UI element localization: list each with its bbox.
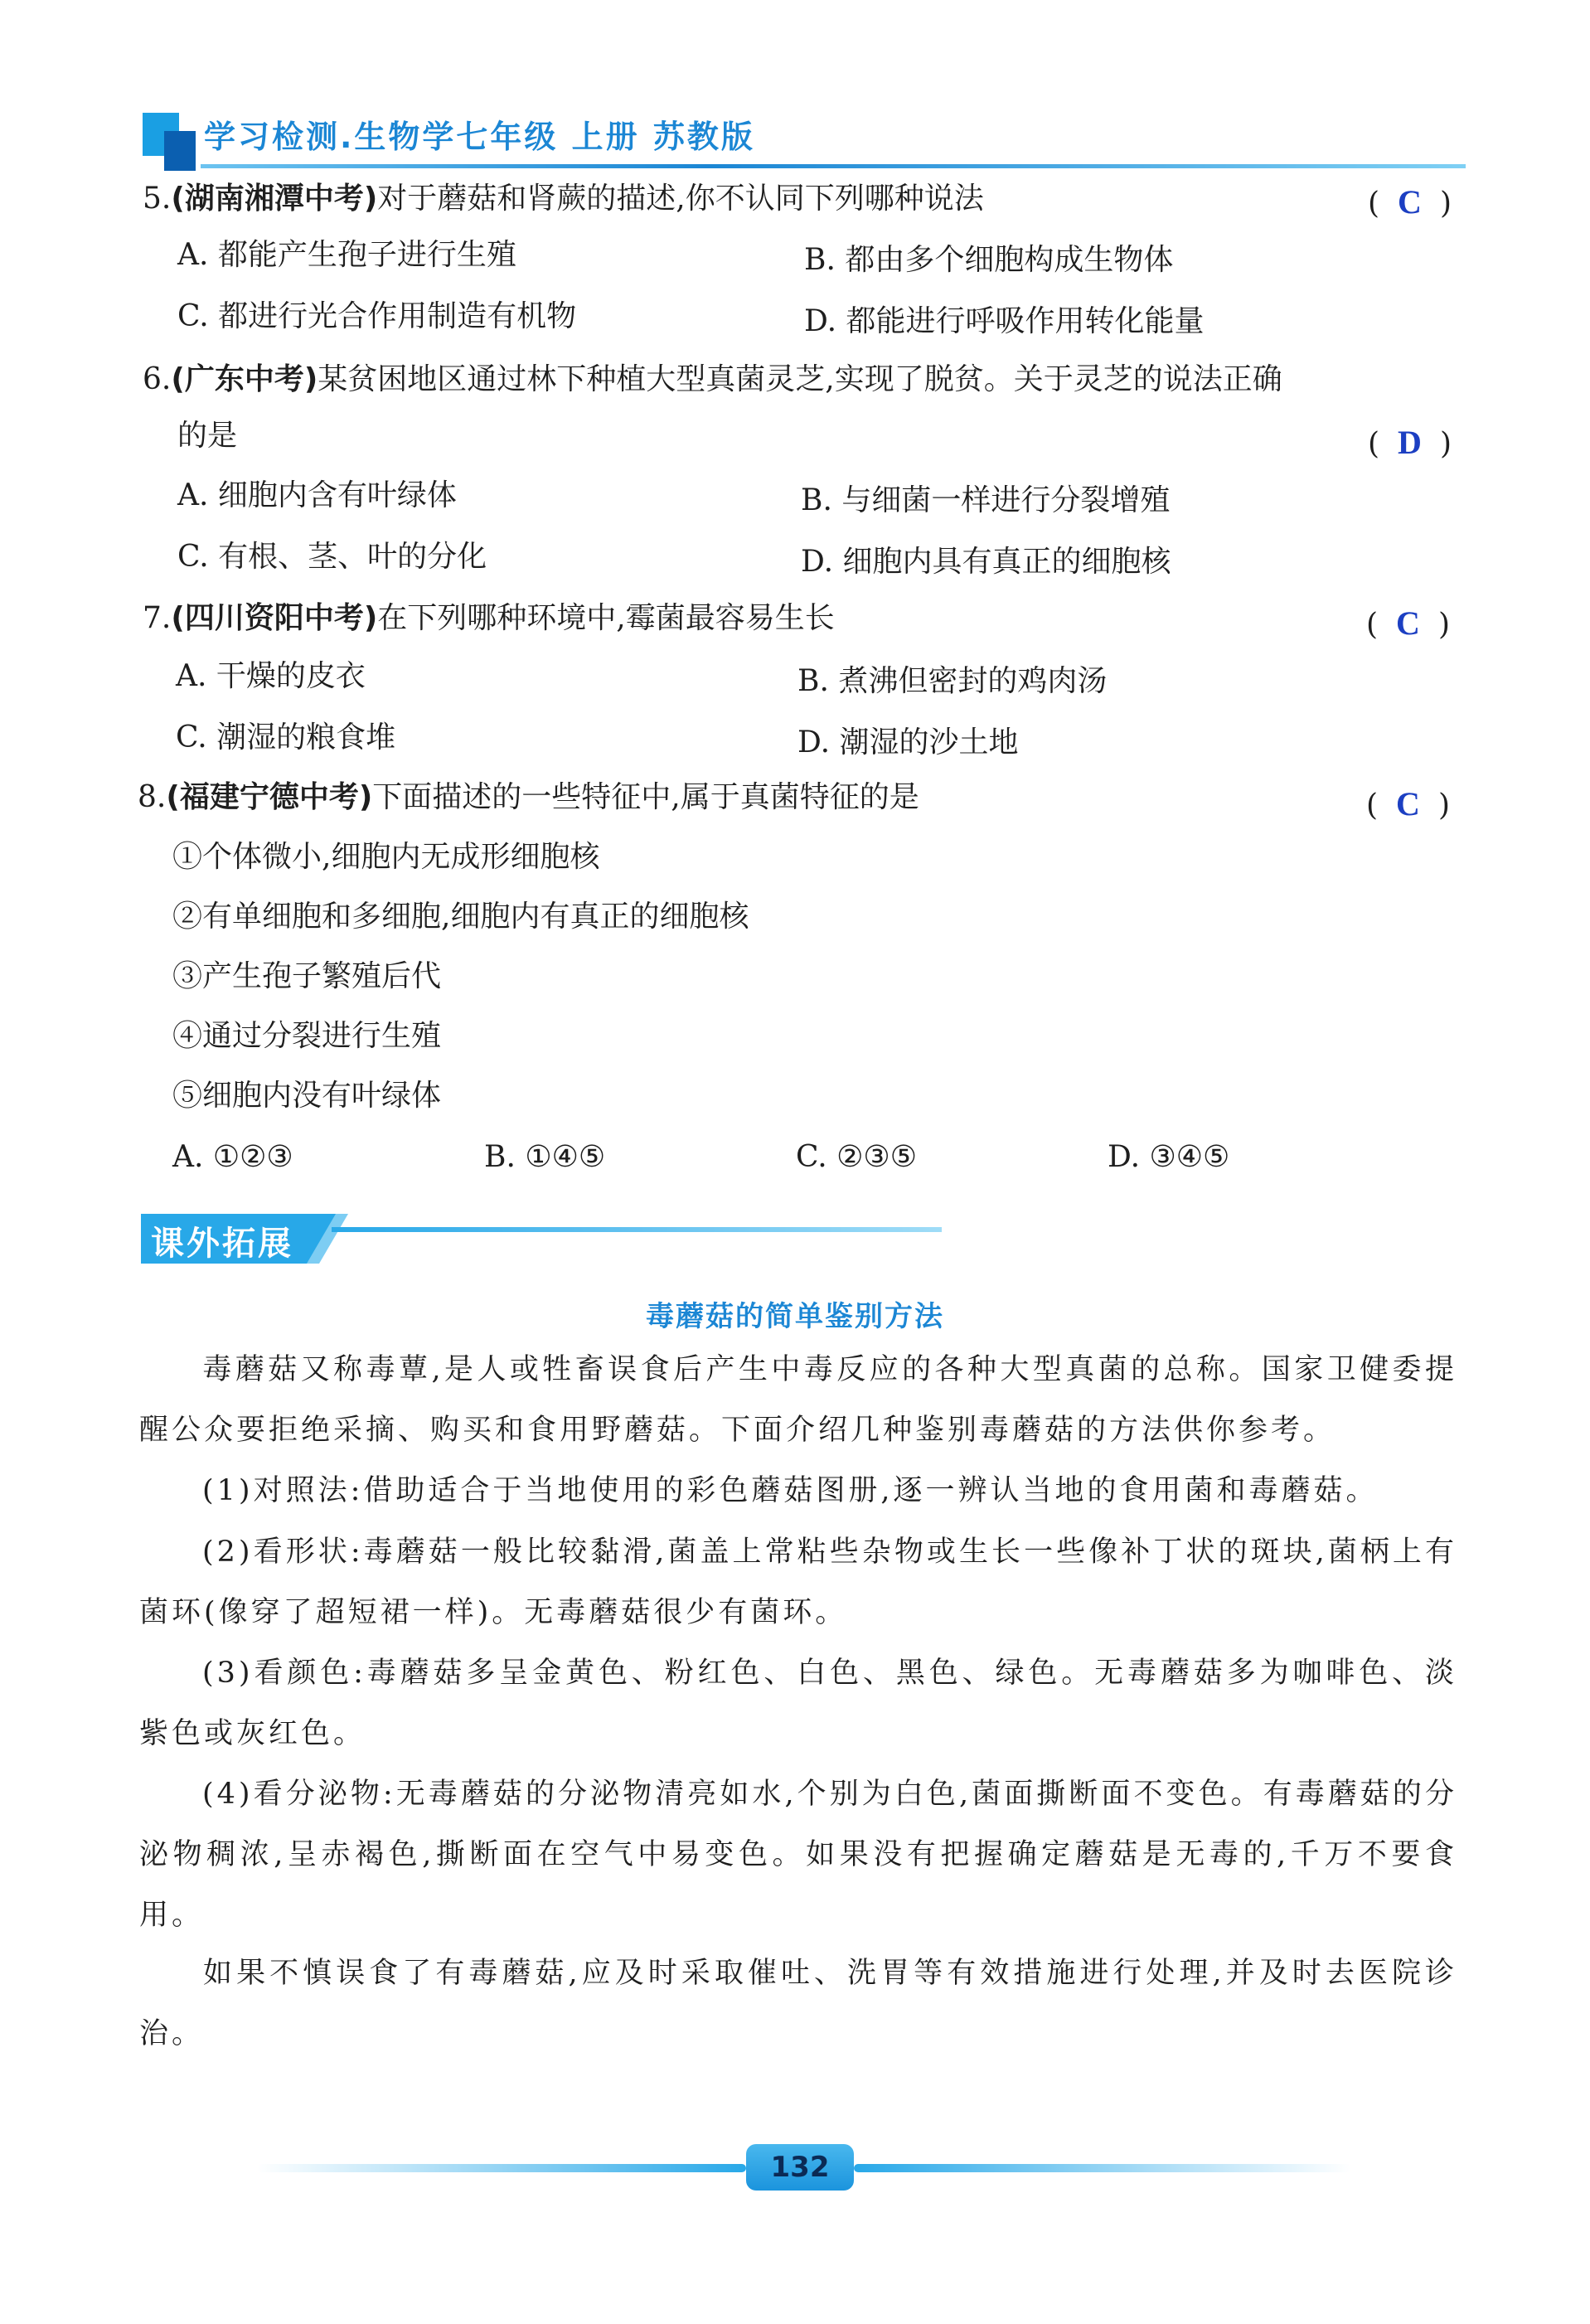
page-header xyxy=(143,106,1466,177)
question-8-option-a: A. ①②③ xyxy=(172,1140,293,1174)
section-label: 课外拓展 xyxy=(151,1225,293,1263)
answer-letter: C xyxy=(1396,604,1420,642)
reading-paragraph xyxy=(139,1461,1457,1521)
reading-paragraph xyxy=(139,1522,1457,1643)
header-rule xyxy=(201,164,1466,168)
question-6-option-b: B. 与细菌一样进行分裂增殖 xyxy=(801,483,1171,517)
reading-paragraph xyxy=(139,1643,1457,1764)
question-source: (湖南湘潭中考) xyxy=(171,182,378,216)
question-8-statement-4: ④通过分裂进行生殖 xyxy=(172,1019,442,1053)
question-number: 6. xyxy=(143,362,172,396)
paragraph-text: (2)看形状:毒蘑菇一般比较黏滑,菌盖上常粘些杂物或生长一些像补丁状的斑块,菌柄上有菌环(像穿了超短裙一样)。无毒蘑菇很少有菌环。 xyxy=(139,1536,1457,1629)
question-6-option-a: A. 细胞内含有叶绿体 xyxy=(177,478,457,512)
footer-rule-left xyxy=(257,2164,746,2172)
question-number: 5. xyxy=(143,182,172,216)
paragraph-text: (1)对照法:借助适合于当地使用的彩色蘑菇图册,逐一辨认当地的食用菌和毒蘑菇。 xyxy=(202,1474,1379,1507)
section-header xyxy=(141,1214,804,1267)
question-8-statement-1: ①个体微小,细胞内无成形细胞核 xyxy=(172,840,600,874)
reading-paragraph xyxy=(139,1764,1457,1946)
footer-rule-right xyxy=(854,2164,1351,2172)
question-8-stem xyxy=(138,779,919,816)
question-8-statement-3: ③产生孢子繁殖后代 xyxy=(172,959,442,993)
paragraph-text: 毒蘑菇又称毒蕈,是人或牲畜误食后产生中毒反应的各种大型真菌的总称。国家卫健委提醒公众要拒绝采摘、购买和食用野蘑菇。下面介绍几种鉴别毒蘑菇的方法供你参考。 xyxy=(139,1353,1457,1447)
question-source: (福建宁德中考) xyxy=(166,780,373,814)
question-5-option-b: B. 都由多个细胞构成生物体 xyxy=(804,243,1174,277)
question-6-answer xyxy=(1368,423,1452,462)
reading-paragraph xyxy=(139,1340,1457,1461)
paren-open: ( xyxy=(1368,427,1380,461)
answer-letter: C xyxy=(1398,183,1422,221)
question-5-stem xyxy=(143,181,984,217)
paragraph-text: (3)看颜色:毒蘑菇多呈金黄色、粉红色、白色、黑色、绿色。无毒蘑菇多为咖啡色、淡紫色或灰红色。 xyxy=(139,1657,1457,1750)
paren-close: ) xyxy=(1437,608,1450,642)
reading-paragraph xyxy=(139,1943,1457,2064)
question-7-option-a: A. 干燥的皮衣 xyxy=(176,659,366,693)
question-5-option-a: A. 都能产生孢子进行生殖 xyxy=(177,238,516,272)
section-rule xyxy=(332,1227,942,1232)
question-5-answer xyxy=(1368,182,1452,221)
header-decor-block xyxy=(164,131,196,171)
question-6-option-d: D. 细胞内具有真正的细胞核 xyxy=(801,545,1171,579)
question-8-statement-5: ⑤细胞内没有叶绿体 xyxy=(172,1079,442,1113)
question-5-option-c: C. 都进行光合作用制造有机物 xyxy=(177,299,577,333)
question-text: 对于蘑菇和肾蕨的描述,你不认同下列哪种说法 xyxy=(377,182,984,216)
paren-open: ( xyxy=(1368,187,1380,221)
paren-close: ) xyxy=(1439,427,1452,461)
question-number: 7. xyxy=(143,601,172,635)
paren-open: ( xyxy=(1366,608,1379,642)
header-title: 学习检测.生物学七年级 上册 苏教版 xyxy=(204,119,755,155)
question-8-statement-2: ②有单细胞和多细胞,细胞内有真正的细胞核 xyxy=(172,900,749,934)
paragraph-text: (4)看分泌物:无毒蘑菇的分泌物清亮如水,个别为白色,菌面撕断面不变色。有毒蘑菇的分泌物稠浓,呈赤褐色,撕断面在空气中易变色。如果没有把握确定蘑菇是无毒的,千万不要食用。 xyxy=(139,1778,1457,1932)
question-8-answer xyxy=(1366,784,1450,823)
question-7-option-d: D. 潮湿的沙土地 xyxy=(797,725,1019,759)
question-6-option-c: C. 有根、茎、叶的分化 xyxy=(177,540,487,574)
question-8-option-d: D. ③④⑤ xyxy=(1108,1140,1230,1174)
question-8-option-c: C. ②③⑤ xyxy=(796,1140,917,1174)
question-7-option-b: B. 煮沸但密封的鸡肉汤 xyxy=(797,664,1108,698)
reading-title: 毒蘑菇的简单鉴别方法 xyxy=(646,1300,944,1333)
question-source: (广东中考) xyxy=(171,362,318,396)
question-6-stem xyxy=(143,361,1282,398)
question-5-option-d: D. 都能进行呼吸作用转化能量 xyxy=(804,304,1205,338)
paragraph-text: 如果不慎误食了有毒蘑菇,应及时采取催吐、洗胃等有效措施进行处理,并及时去医院诊治。 xyxy=(139,1957,1457,2050)
question-text: 在下列哪种环境中,霉菌最容易生长 xyxy=(377,601,835,635)
question-7-answer xyxy=(1366,604,1450,643)
paren-close: ) xyxy=(1439,187,1452,221)
answer-letter: C xyxy=(1396,785,1420,822)
question-8-option-b: B. ①④⑤ xyxy=(484,1140,606,1174)
question-source: (四川资阳中考) xyxy=(171,601,378,635)
page-number: 132 xyxy=(746,2144,854,2191)
question-number: 8. xyxy=(138,780,167,814)
page-footer xyxy=(257,2139,1351,2197)
answer-letter: D xyxy=(1398,424,1422,461)
question-text: 某贫困地区通过林下种植大型真菌灵芝,实现了脱贫。关于灵芝的说法正确 xyxy=(318,362,1282,396)
question-7-stem xyxy=(143,600,835,637)
question-6-stem-continued: 的是 xyxy=(177,419,238,453)
paren-open: ( xyxy=(1366,788,1379,822)
question-text: 下面描述的一些特征中,属于真菌特征的是 xyxy=(372,780,919,814)
question-7-option-c: C. 潮湿的粮食堆 xyxy=(176,720,396,754)
paren-close: ) xyxy=(1437,788,1450,822)
